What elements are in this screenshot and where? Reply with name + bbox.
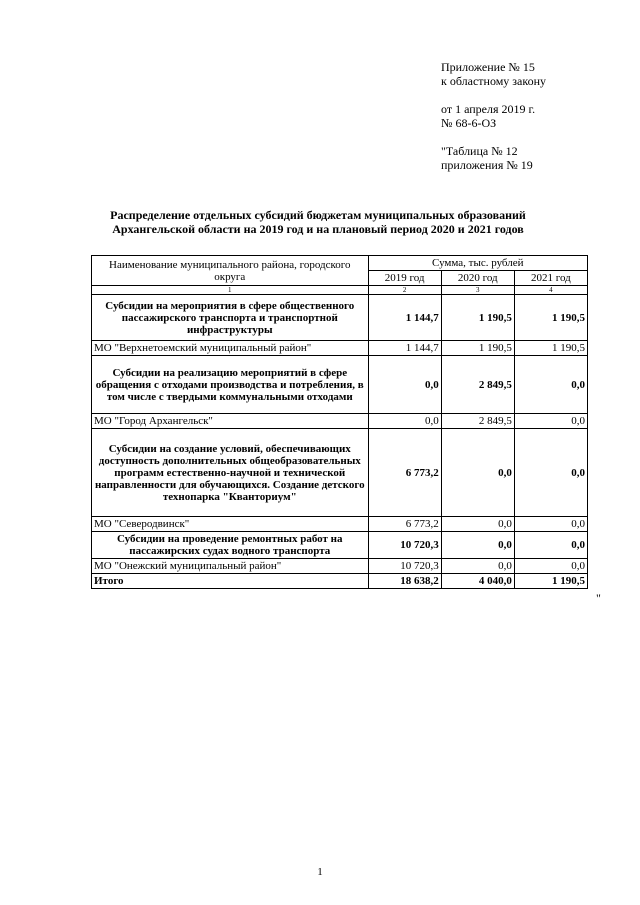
table-row [92,532,588,559]
value-2020: 0,0 [441,559,514,574]
value-2020: 0,0 [441,517,514,532]
table-row [92,341,588,356]
value-2019: 0,0 [368,414,441,429]
table-row [92,414,588,429]
value-2021: 1 190,5 [514,341,587,356]
value-2019: 1 144,7 [368,295,441,341]
value-2019: 6 773,2 [368,429,441,517]
title-line-1: Распределение отдельных субсидий бюджетам муниципальных образований [110,208,526,222]
value-2021: 1 190,5 [514,295,587,341]
law-number: № 68-6-ОЗ [441,116,497,130]
table-index-row [92,286,588,295]
document-title [90,208,546,236]
index-cell: 1 [92,286,369,295]
value-2019: 6 773,2 [368,517,441,532]
table-row [92,517,588,532]
value-2020: 2 849,5 [441,356,514,414]
value-2020: 0,0 [441,429,514,517]
table-number: "Таблица № 12 [441,144,518,158]
value-2019: 10 720,3 [368,559,441,574]
table-row [92,559,588,574]
municipality-name: МО "Верхнетоемский муниципальный район" [92,341,369,356]
subsidy-name: Субсидии на мероприятия в сфере общественного пассажирского транспорта и транспортной инфраструктуры [92,295,369,341]
table-row [92,295,588,341]
appendix-number: Приложение № 15 [441,60,535,74]
appendix-ref: приложения № 19 [441,158,533,172]
total-2019: 18 638,2 [368,574,441,589]
subsidy-name: Субсидии на проведение ремонтных работ на пассажирских судах водного транспорта [92,532,369,559]
subsidies-table [91,255,588,589]
value-2020: 0,0 [441,532,514,559]
value-2020: 1 190,5 [441,341,514,356]
value-2021: 0,0 [514,356,587,414]
page-number: 1 [317,866,323,878]
total-2020: 4 040,0 [441,574,514,589]
municipality-name: МО "Северодвинск" [92,517,369,532]
municipality-name: МО "Онежский муниципальный район" [92,559,369,574]
value-2019: 1 144,7 [368,341,441,356]
municipality-name: МО "Город Архангельск" [92,414,369,429]
column-header-2021: 2021 год [514,271,587,286]
subsidy-name: Субсидии на реализацию мероприятий в сфере обращения с отходами производства и потребления, в том числе с твердыми коммунальными отходами [92,356,369,414]
table-row [92,429,588,517]
total-row [92,574,588,589]
value-2021: 0,0 [514,517,587,532]
table-row [92,356,588,414]
appendix-header [441,60,631,172]
column-header-2019: 2019 год [368,271,441,286]
column-header-sum: Сумма, тыс. рублей [368,256,587,271]
total-label: Итого [92,574,369,589]
law-date: от 1 апреля 2019 г. [441,102,536,116]
value-2019: 0,0 [368,356,441,414]
value-2020: 1 190,5 [441,295,514,341]
index-cell: 2 [368,286,441,295]
column-header-name: Наименование муниципального района, городского округа [92,256,369,286]
value-2020: 2 849,5 [441,414,514,429]
value-2019: 10 720,3 [368,532,441,559]
value-2021: 0,0 [514,559,587,574]
total-2021: 1 190,5 [514,574,587,589]
appendix-law-ref: к областному закону [441,74,547,88]
value-2021: 0,0 [514,414,587,429]
subsidy-name: Субсидии на создание условий, обеспечивающих доступность дополнительных общеобразовательных программ естественно-научной и технической направленности для обучающихся. Создание детского технопарка "Кванториум" [92,429,369,517]
value-2021: 0,0 [514,532,587,559]
index-cell: 4 [514,286,587,295]
title-line-2: Архангельской области на 2019 год и на плановый период 2020 и 2021 годов [112,222,524,236]
value-2021: 0,0 [514,429,587,517]
closing-quote: " [596,591,601,605]
column-header-2020: 2020 год [441,271,514,286]
table-header-row [92,256,588,271]
index-cell: 3 [441,286,514,295]
